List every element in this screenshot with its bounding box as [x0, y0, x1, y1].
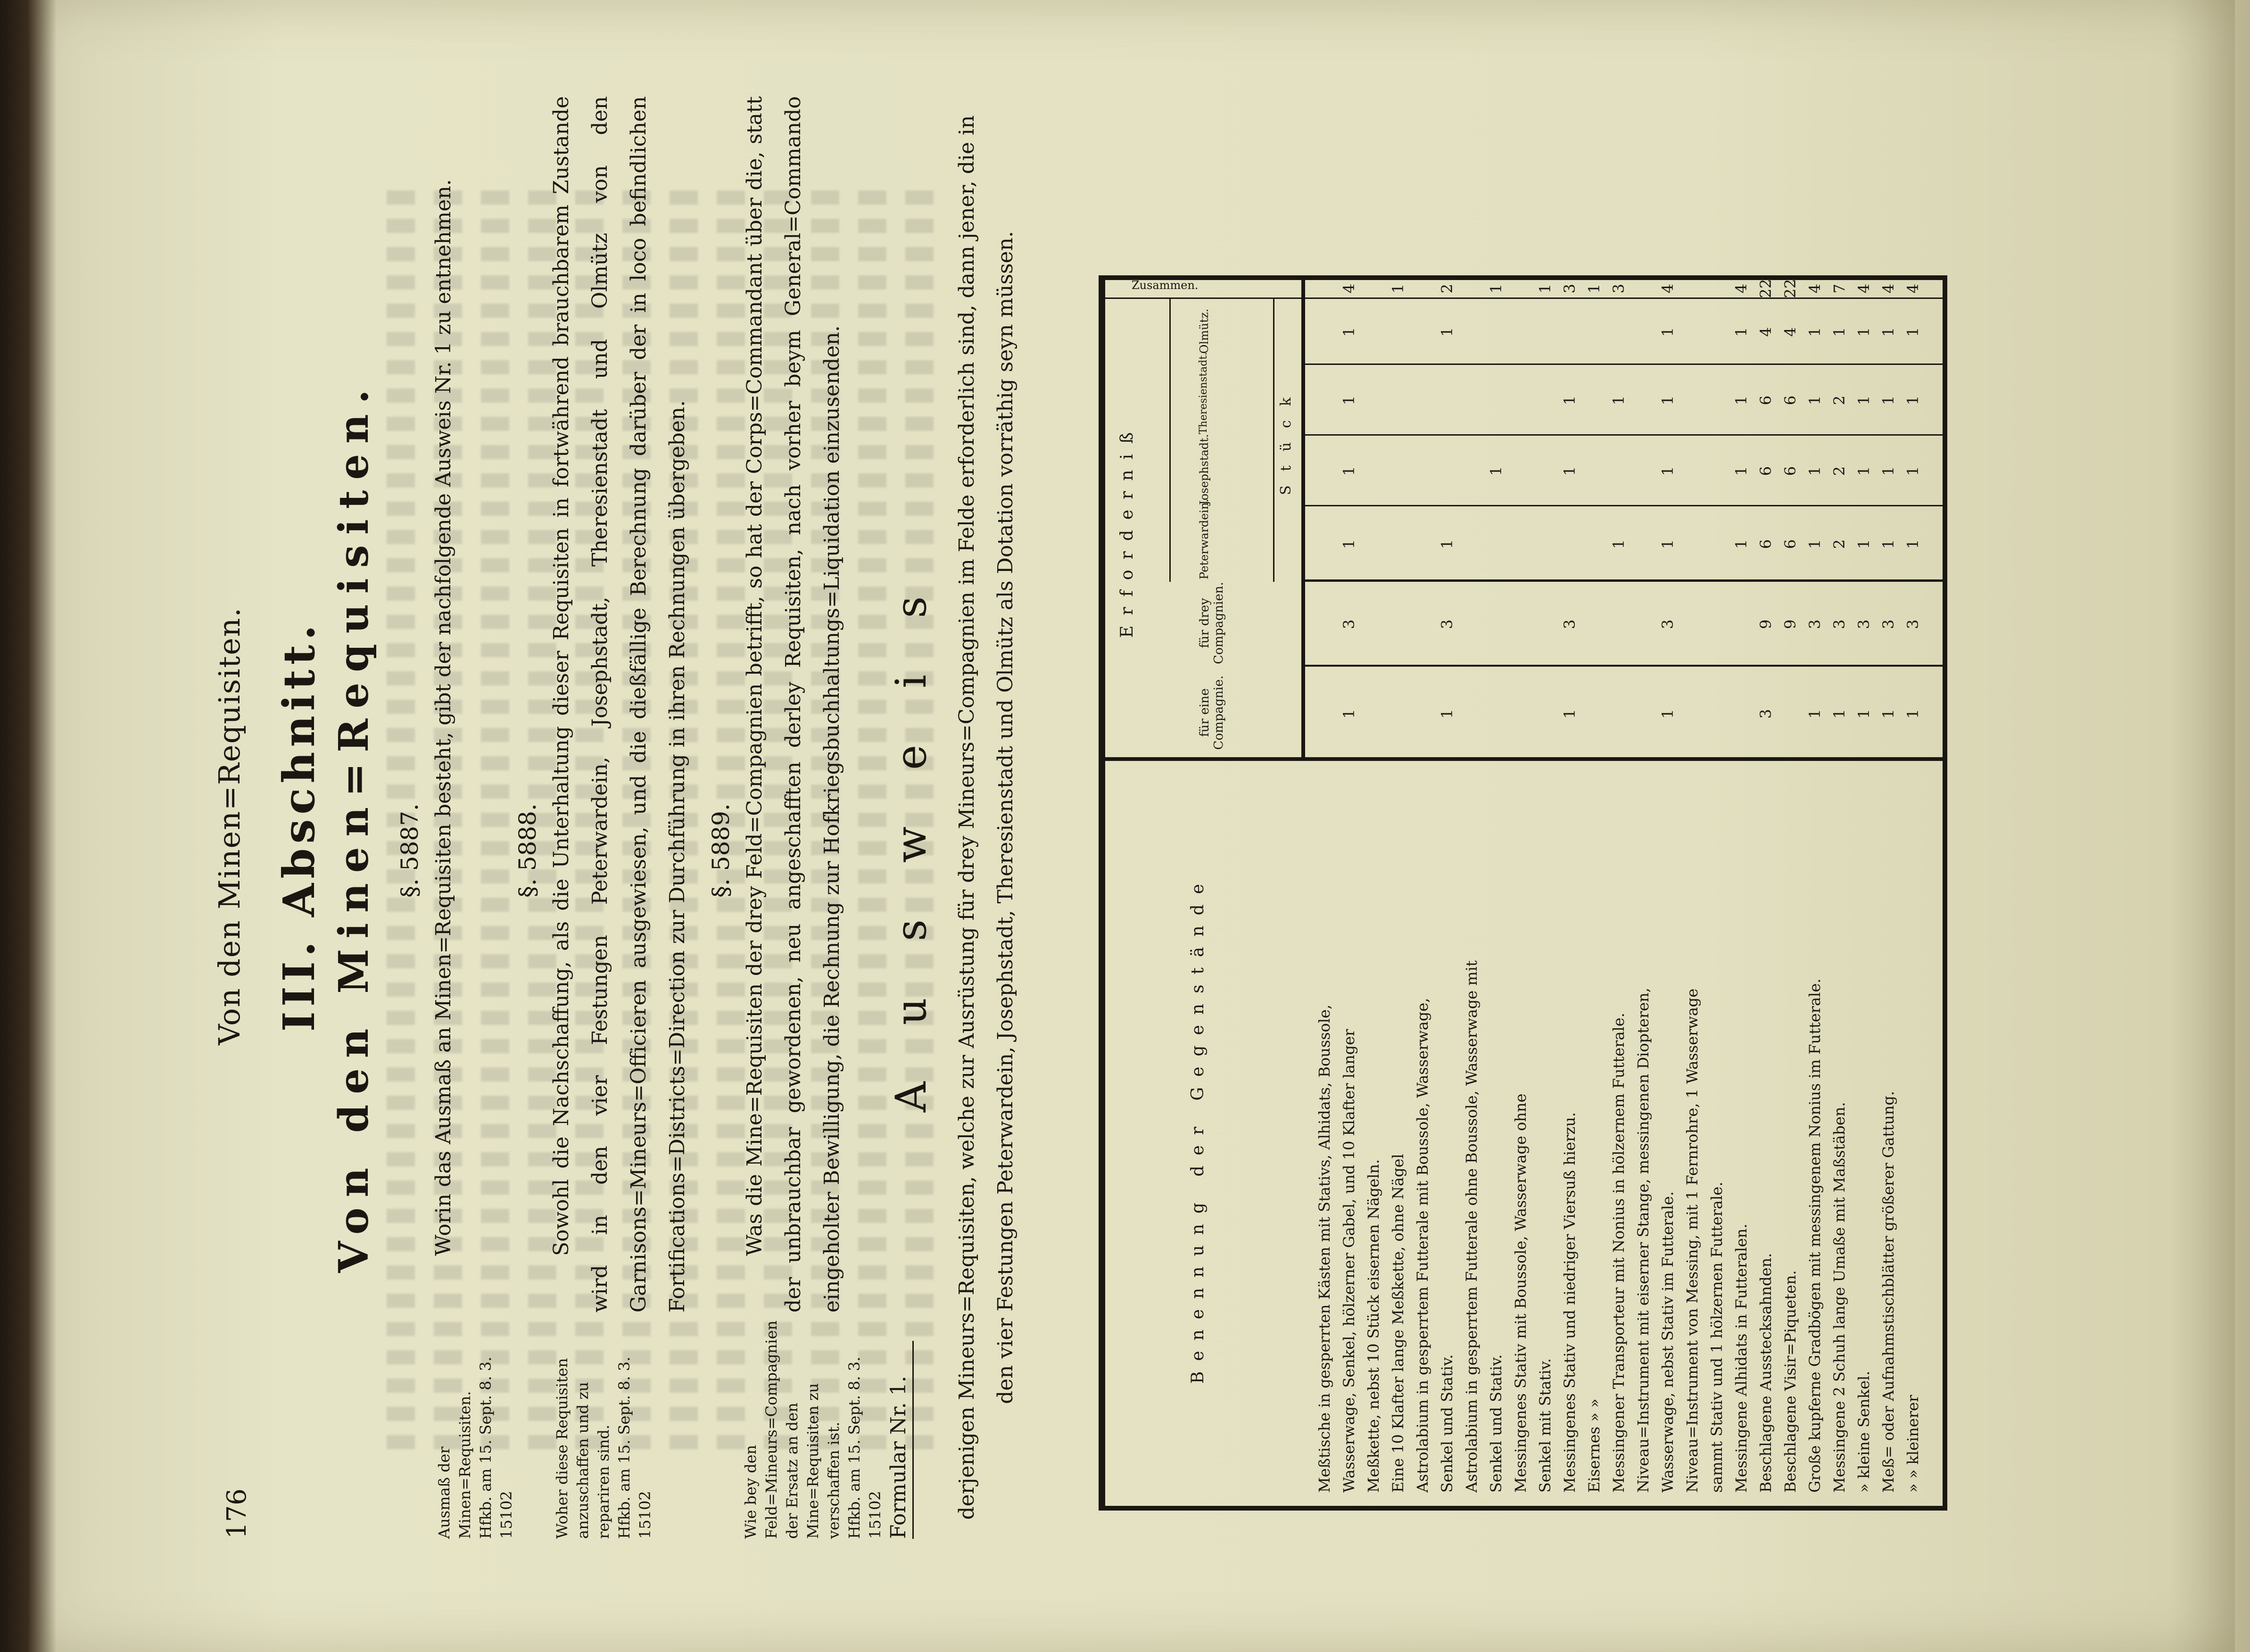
table-cell-value: 1: [1487, 283, 1505, 294]
table-cell-value: 4: [1781, 327, 1799, 337]
table-row-item: Messingenes Stativ mit Boussole, Wasserwage ohne: [1512, 1093, 1530, 1493]
table-cell-value: 1: [1855, 327, 1873, 337]
table-cell-value: 6: [1781, 539, 1799, 549]
table-cell-value: 4: [1855, 283, 1873, 294]
table-cell-value: 6: [1757, 395, 1775, 405]
page-number: 176: [222, 1488, 252, 1539]
table-cell-value: 2: [1830, 466, 1848, 476]
table-cell-value: 3: [1879, 619, 1897, 629]
table-cell-value: 3: [1806, 619, 1824, 629]
paragraph-number: §. 5889.: [707, 803, 735, 898]
table-cell-value: 3: [1904, 619, 1922, 629]
table-cell-value: 1: [1904, 709, 1922, 719]
table-cell-value: 1: [1536, 283, 1554, 294]
table-row-item: Meßtische in gesperrten Kästen mit Stativs, Alhidats, Boussole,: [1315, 1004, 1333, 1493]
table-cell-value: 1: [1879, 466, 1897, 476]
table-cell-value: 1: [1904, 327, 1922, 337]
table-cell-value: 6: [1757, 466, 1775, 476]
table-cell-value: 3: [1757, 709, 1775, 719]
paragraph-text: Sowohl die Nachschaffung, als die Unterhaltung dieser Requisiten in fortwährend brauchbarem Zustande wird in den vier Festungen Peterwardein, Josephstadt, Theresienstadt und Olmütz von den Garnisons=Mineurs=Officieren ausgewiesen, und die dießfällige Berechnung darüber der in loco befindlichen Fortifications=Districts=Direction zur Durchführung in ihren Rechnungen übergeben.: [549, 96, 689, 1313]
table-cell-value: 1: [1585, 283, 1603, 294]
table-row-item: Niveau=Instrument von Messing, mit 1 Fernrohre, 1 Wasserwage: [1683, 988, 1701, 1493]
column-header-theresienstadt: Theresienstadt.: [1198, 352, 1209, 434]
paragraph-number: §. 5888.: [514, 803, 541, 898]
column-header-stueck: Stück: [1278, 383, 1294, 495]
table-cell-value: 3: [1855, 619, 1873, 629]
table-cell-value: 1: [1879, 709, 1897, 719]
table-row-item: Astrolabium in gesperrtem Futterale ohne Boussole, Wasserwage mit: [1463, 960, 1481, 1493]
table-cell-value: 1: [1340, 709, 1358, 719]
table-cell-value: 1: [1855, 466, 1873, 476]
ausweis-text: derjenigen Mineurs=Requisiten, welche zur Ausrüstung für drey Mineurs=Compagnien im Felde erforderlich sind, dann jener, die in den vier Festungen Peterwardein, Josephstadt, Theresienstadt und Olmütz als Dotation vorräthig seyn müssen.: [955, 115, 1017, 1520]
requisites-table: [1099, 275, 1947, 1511]
table-cell-value: 6: [1757, 539, 1775, 549]
table-row-item: Große kupferne Gradbögen mit messingenem Nonius im Futterale.: [1806, 978, 1824, 1493]
table-row-item: Beschlagene Visir=Piqueten.: [1781, 1270, 1799, 1493]
table-row-item: Beschlagene Ausstecksahnden.: [1757, 1253, 1775, 1493]
column-header-three-companies: für drey Compagnien.: [1198, 582, 1226, 664]
table-cell-value: 4: [1340, 283, 1358, 294]
table-row-item: Niveau=Instrument mit eiserner Stange, messingenen Diopteren,: [1634, 988, 1652, 1493]
table-cell-value: 2: [1830, 539, 1848, 549]
column-header-josephstadt: Josephstadt.: [1198, 434, 1211, 505]
table-row-item: Messingenes Stativ und niedriger Viersuß hierzu.: [1561, 1112, 1579, 1493]
table-cell-value: 3: [1561, 619, 1579, 629]
margin-note: Woher diese Requisiten anzuschaffen und zu repariren sind. Hfkb. am 15. Sept. 8. 3. 1510⁠2: [553, 1356, 654, 1539]
table-cell-value: 1: [1659, 327, 1677, 337]
table-cell-value: 1: [1855, 709, 1873, 719]
table-cell-value: 3: [1561, 283, 1579, 294]
table-cell-value: 1: [1659, 395, 1677, 405]
table-row-item: Senkel und Stativ.: [1487, 1354, 1505, 1493]
table-cell-value: 3: [1340, 619, 1358, 629]
table-cell-value: 1: [1438, 539, 1456, 549]
table-cell-value: 4: [1806, 283, 1824, 294]
margin-note: Wie bey den Feld=Mineurs=Compagnien der Ersatz an den Mine=Requisiten zu verschaffen ist. Hfkb. am 15. Sept. 8. 3. 1510⁠2: [742, 1320, 884, 1539]
running-head: Von den Minen=Requisiten.: [212, 607, 247, 1045]
table-cell-value: 4: [1732, 283, 1750, 294]
table-row-item: sammt Stativ und 1 hölzernen Futterale.: [1708, 1181, 1726, 1493]
table-cell-value: 1: [1904, 466, 1922, 476]
table-cell-value: 1: [1487, 466, 1505, 476]
table-cell-value: 3: [1438, 619, 1456, 629]
table-cell-value: 4: [1659, 283, 1677, 294]
table-cell-value: 2: [1438, 283, 1456, 294]
formular-label: Formular Nr. 1.: [886, 1376, 910, 1539]
table-cell-value: 1: [1732, 327, 1750, 337]
table-cell-value: 1: [1879, 327, 1897, 337]
column-header-group: Erforderniß: [1117, 422, 1137, 638]
table-row-item: Astrolabium in gesperrtem Futterale mit Boussole, Wasserwage,: [1414, 998, 1431, 1493]
table-cell-value: 1: [1830, 327, 1848, 337]
table-cell-value: 22: [1781, 279, 1799, 298]
table-cell-value: 1: [1806, 466, 1824, 476]
table-cell-value: 1: [1806, 327, 1824, 337]
table-cell-value: 3: [1659, 619, 1677, 629]
table-cell-value: 6: [1781, 466, 1799, 476]
table-cell-value: 7: [1830, 283, 1848, 294]
table-cell-value: 1: [1561, 395, 1579, 405]
table-cell-value: 1: [1340, 539, 1358, 549]
table-row-item: Wasserwage, nebst Stativ im Futterale.: [1659, 1191, 1677, 1493]
table-cell-value: 1: [1340, 395, 1358, 405]
table-cell-value: 1: [1806, 709, 1824, 719]
paragraph-text: Was die Mine=Requisiten der drey Feld=Compagnien betrifft, so hat der Corps=Commandant über die, statt der unbrauchbar gewordenen, neu angeschafften derley Requisiten, nach vorher beym General=Commando eingeholter Bewilligung, die Rechnung zur Hofkriegsbuchhaltungs=Liquidation einzusenden.: [743, 96, 844, 1313]
column-header-peterwardein: Peterwardein.: [1198, 498, 1211, 579]
table-cell-value: 1: [1659, 709, 1677, 719]
table-cell-value: 1: [1389, 283, 1407, 294]
table-row-item: Senkel mit Stativ.: [1536, 1358, 1554, 1493]
table-cell-value: 1: [1340, 327, 1358, 337]
table-cell-value: 1: [1855, 539, 1873, 549]
table-row-item: » kleine Senkel.: [1855, 1371, 1873, 1493]
table-cell-value: 1: [1879, 539, 1897, 549]
table-cell-value: 4: [1757, 327, 1775, 337]
table-cell-value: 2: [1830, 395, 1848, 405]
table-cell-value: 1: [1855, 395, 1873, 405]
table-cell-value: 1: [1438, 709, 1456, 719]
column-header-items: Benennung der Gegenstände: [1188, 873, 1208, 1384]
table-row-item: Wasserwage, Senkel, hölzerner Gabel, und 10 Klafter langer: [1340, 1029, 1358, 1493]
table-cell-value: 1: [1732, 466, 1750, 476]
column-header-total: Zusammen.: [1132, 279, 1199, 292]
table-cell-value: 1: [1904, 395, 1922, 405]
table-cell-value: 1: [1732, 539, 1750, 549]
table-cell-value: 9: [1757, 619, 1775, 629]
table-row-item: Messingene 2 Schuh lange Umaße mit Maßstäben.: [1830, 1102, 1848, 1493]
section-heading: III. Abschnitt.: [273, 620, 324, 1032]
table-cell-value: 1: [1806, 395, 1824, 405]
table-cell-value: 3: [1830, 619, 1848, 629]
table-cell-value: 1: [1806, 539, 1824, 549]
column-header-one-company: für eine Compagnie.: [1198, 675, 1226, 750]
table-cell-value: 9: [1781, 619, 1799, 629]
table-cell-value: 6: [1781, 395, 1799, 405]
table-cell-value: 1: [1830, 709, 1848, 719]
table-row-item: Messingene Alhidats in Futteralen.: [1732, 1223, 1750, 1493]
table-row-item: Meßkette, nebst 10 Stück eisernen Nägeln.: [1365, 1159, 1382, 1493]
table-cell-value: 22: [1757, 279, 1775, 298]
ausweis-title: Ausweis: [886, 539, 936, 1113]
table-cell-value: 4: [1904, 283, 1922, 294]
paragraph-text: Worin das Ausmaß an Minen=Requisiten besteht, gibt der nachfolgende Ausweis Nr. 1 zu entnehmen.: [431, 179, 455, 1256]
table-cell-value: 1: [1561, 466, 1579, 476]
table-cell-value: 1: [1732, 395, 1750, 405]
table-cell-value: 1: [1340, 466, 1358, 476]
paragraph-number: §. 5887.: [396, 803, 423, 898]
table-row-item: Eisernes » »: [1585, 1398, 1603, 1493]
table-row-item: Meß= oder Aufnahmstischblätter größerer Gattung.: [1879, 1090, 1897, 1493]
table-cell-value: 1: [1561, 709, 1579, 719]
table-cell-value: 1: [1659, 539, 1677, 549]
table-row-item: Messingener Transporteur mit Nonius in hölzernem Futterale.: [1610, 1013, 1628, 1493]
table-cell-value: 1: [1610, 539, 1628, 549]
table-cell-value: 1: [1610, 395, 1628, 405]
section-subheading: Von den Minen=Requisiten.: [330, 379, 378, 1273]
table-row-item: Senkel und Stativ.: [1438, 1354, 1456, 1493]
table-cell-value: 4: [1879, 283, 1897, 294]
table-cell-value: 3: [1610, 283, 1628, 294]
table-cell-value: 1: [1879, 395, 1897, 405]
column-header-olmuetz: Olmütz.: [1198, 308, 1211, 354]
table-cell-value: 1: [1904, 539, 1922, 549]
table-row-item: » » kleinerer: [1904, 1395, 1922, 1493]
table-row-item: Eine 10 Klafter lange Meßkette, ohne Nägel: [1389, 1154, 1407, 1493]
table-cell-value: 1: [1438, 327, 1456, 337]
table-cell-value: 1: [1659, 466, 1677, 476]
margin-note: Ausmaß der Minen=Requisiten. Hfkb. am 15. Sept. 8. 3. 1510⁠2: [435, 1356, 515, 1539]
